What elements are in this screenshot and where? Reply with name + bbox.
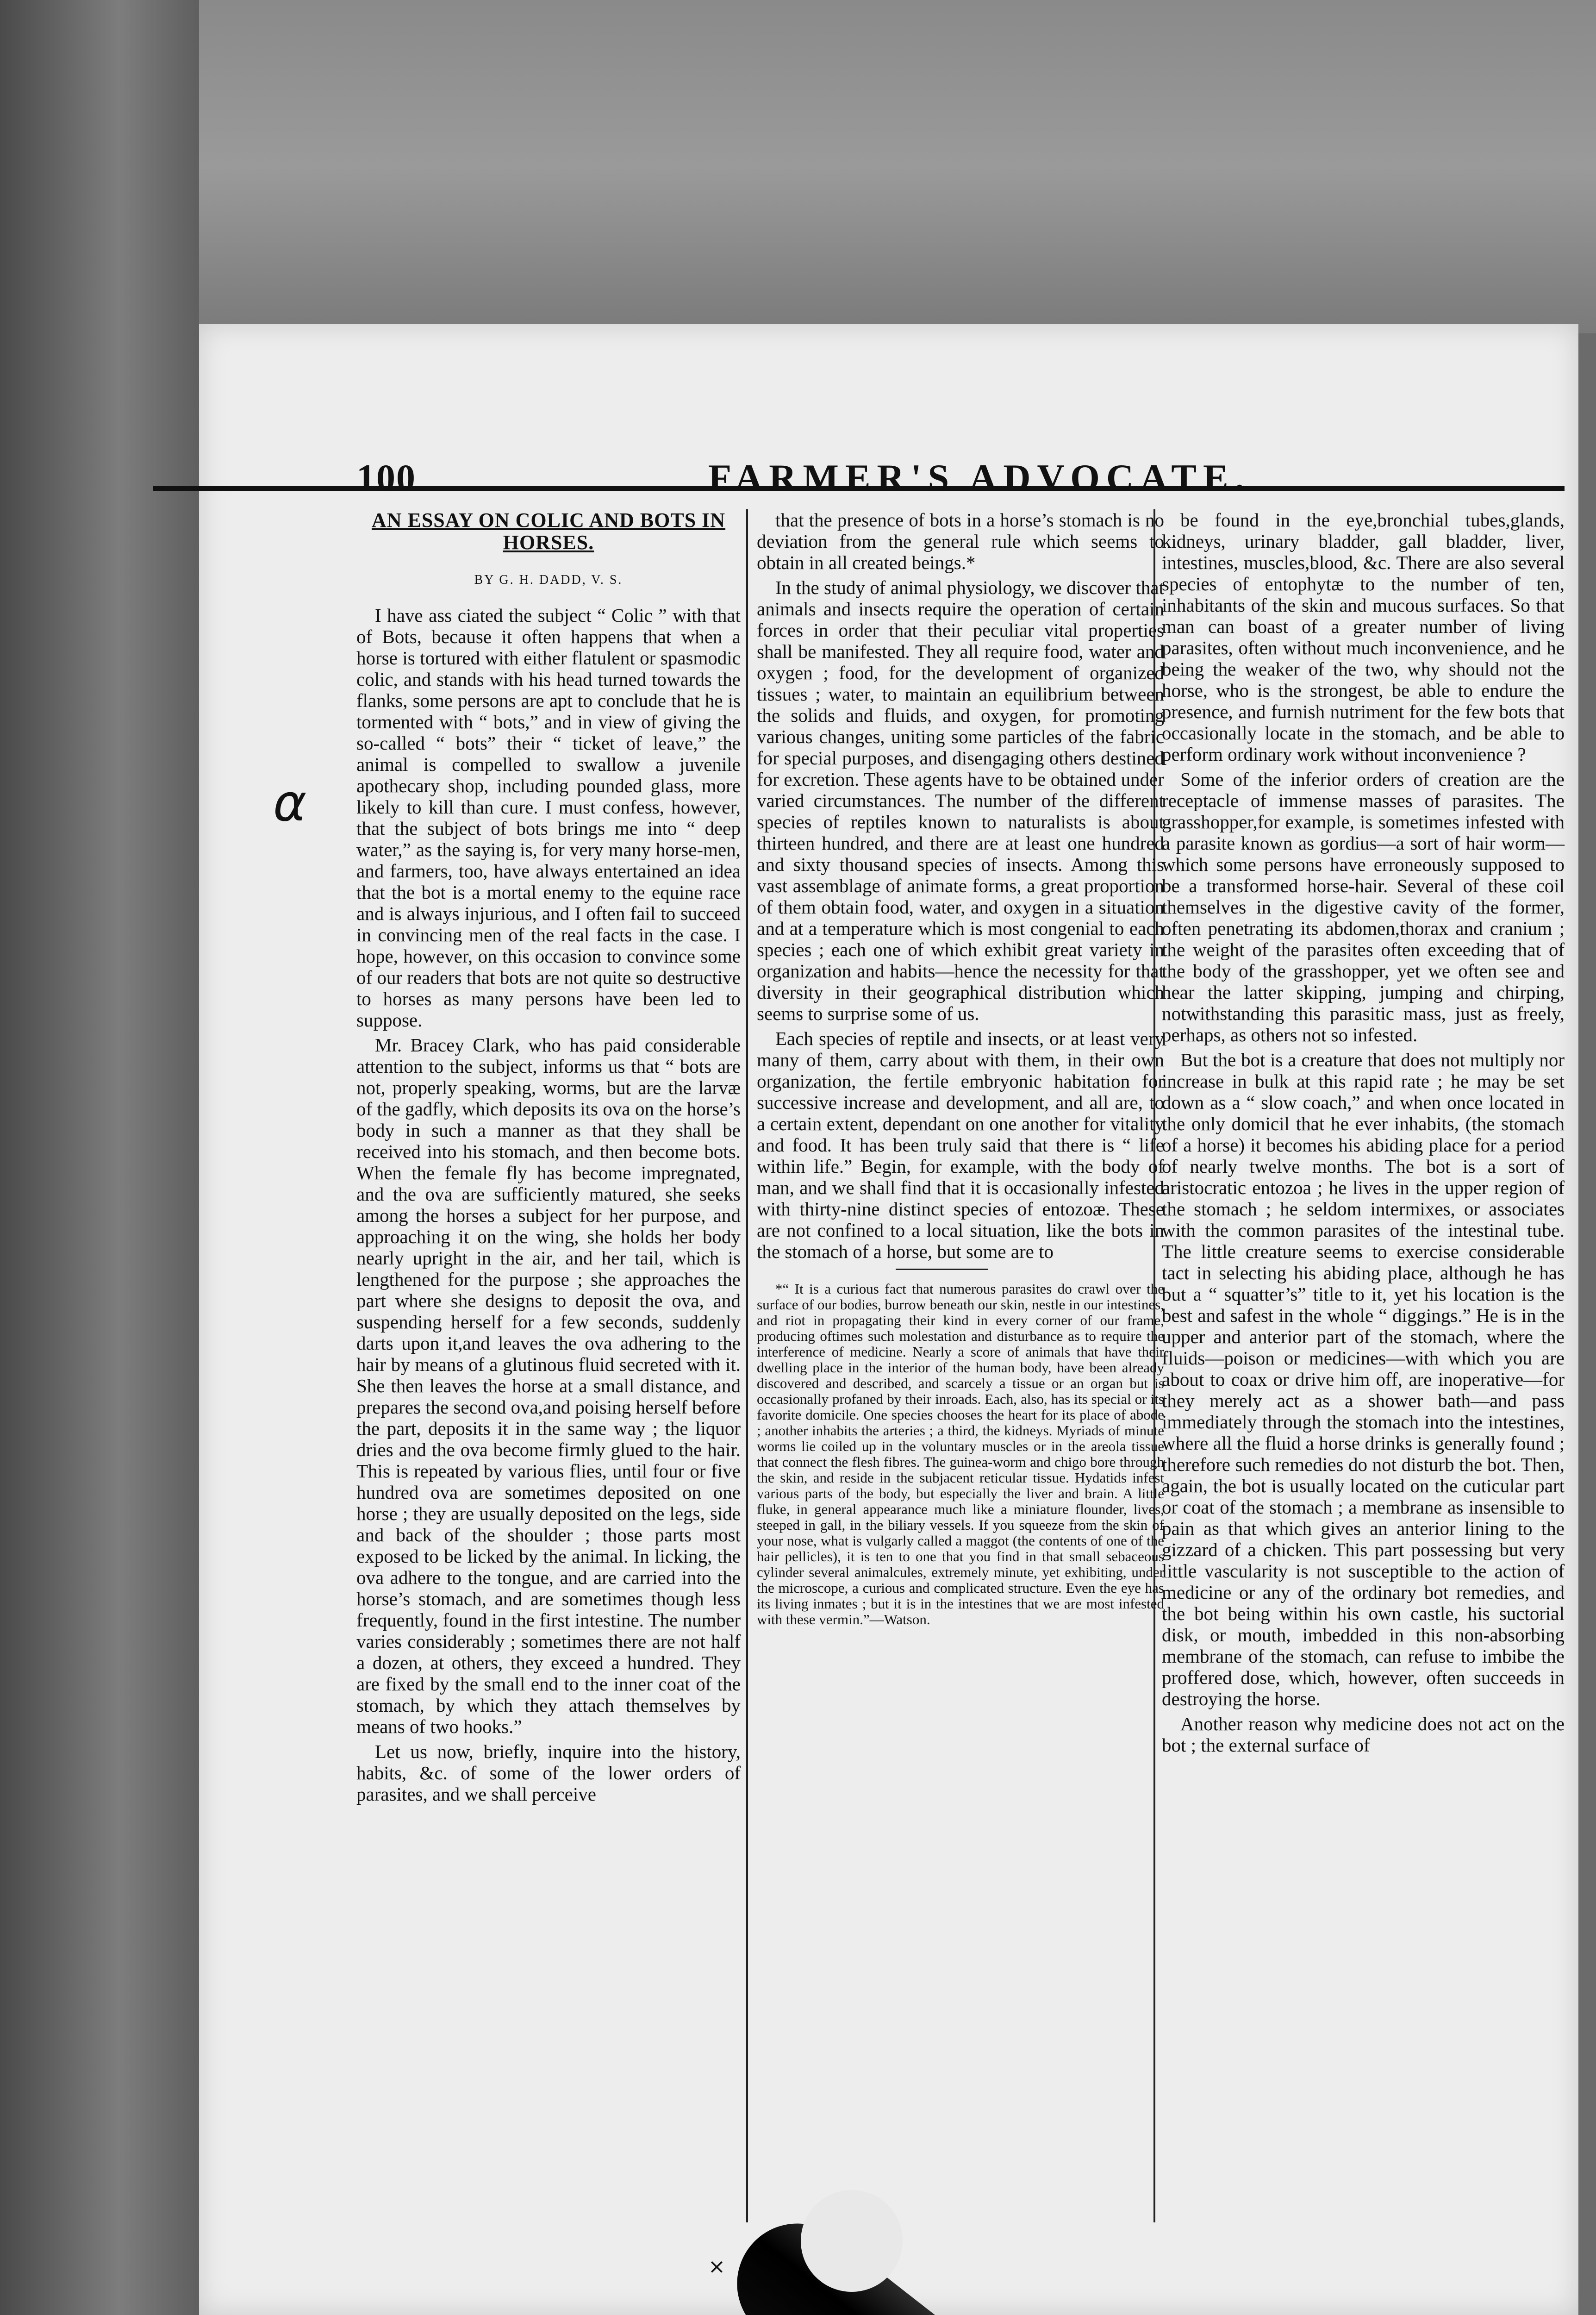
article-title: AN ESSAY ON COLIC AND BOTS IN HORSES. (371, 509, 726, 554)
footnote-rule (896, 1269, 988, 1270)
paragraph: In the study of animal physiology, we discover that animals and insects require the operation of certain forces in order that their peculiar vital properties shall be manifested. They all require food, water and oxygen ; food, for the development of organized tissues ; water, to maintain an equilibrium between the solids and fluids, and oxygen, for promoting various changes, uniting some particles of the fabric for special purposes, and disengaging others destined for excretion. These agents have to be obtained under varied circumstances. The number of the different species of reptiles known to naturalists is about thirteen hundred, and there are at least one hundred and sixty thousand species of insects. Among this vast assemblage of animate forms, a great proportion of them obtain food, water, and oxygen in a situation and at a temperature which is most congenial to each species ; each one of which exhibit great variety in organization and habits—hence the necessity for that diversity in their geographical distribution which seems to surprise some of us. (757, 577, 1164, 1024)
handwritten-mark: α (273, 773, 307, 832)
paragraph: I have ass ciated the subject “ Colic ” with that of Bots, because it often happens that when a horse is tortured with either flatulent or spasmodic colic, and stands with his head turned towards the flanks, some persons are apt to conclude that he is tormented with “ bots,” and in view of giving the so-called “ bots” their “ ticket of leave,” the animal is compelled to swallow a juvenile apothecary shop, including pounded glass, more likely to kill than cure. I must confess, however, that the subject of bots brings me into “ deep water,” as the saying is, for very many horse-men, and farmers, too, have always entertained an idea that the bot is a mortal enemy to the equine race and is always injurious, and I often fail to succeed in convincing men of the real facts in the case. I hope, however, on this occasion to convince some of our readers that bots are not quite so destructive to horses as many persons have been led to suppose. (356, 605, 741, 1031)
column-2 (757, 509, 1164, 1627)
column-3 (1162, 509, 1565, 1759)
paragraph: that the presence of bots in a horse’s stomach is no deviation from the general rule which seems to obtain in all created beings.* (757, 509, 1164, 573)
column-1 (356, 509, 741, 1808)
column-rule (746, 509, 748, 2222)
footnote-text: *“ It is a curious fact that numerous parasites do crawl over the surface of our bodies, burrow beneath our skin, nestle in our intestines, and riot in propagating their kind in every corner of our frame, producing oftimes such molestation and disturbance as to require the interference of medicine. Nearly a score of animals that have their dwelling place in the interior of the human body, have been already discovered and described, and scarcely a tissue or an organ but is occasionally profaned by their inroads. Each, also, has its special or its favorite domicile. One species chooses the heart for its place of abode ; another inhabits the arteries ; a third, the kidneys. Myriads of minute worms lie coiled up in the voluntary muscles or in the areola tissue that connect the flesh fibres. The guinea-worm and chigo bore through the skin, and reside in the subjacent reticular tissue. Hydatids infest various parts of the body, but especially the liver and brain. A little fluke, in general appearance much like a miniature flounder, lives, steeped in gall, in the biliary vessels. If you squeeze from the skin of your nose, what is vulgarly called a maggot (the contents of one of the hair pellicles), it is ten to one that you find in that small sebaceous cylinder several animalcules, extremely minute, yet exhibiting, under the microscope, a curious and complicated structure. Even the eye has its living inmates ; but it is in the intestines that we are most infested with these vermin.”—Watson. (757, 1281, 1164, 1627)
background-left (0, 0, 199, 2315)
paragraph: Some of the inferior orders of creation are the receptacle of immense masses of parasites. The grasshopper,for example, is sometimes infested with a parasite known as gordius—a sort of hair worm—which some persons have erroneously supposed to be a transformed horse-hair. Several of these coil themselves in the digestive cavity of the former, often penetrating its abdomen,thorax and cranium ; the weight of the parasites often exceeding that of the body of the grasshopper, yet we often see and hear the latter skipping, jumping and chirping, notwithstanding this parasitic mass, just as freely, perhaps, as others not so infested. (1162, 769, 1565, 1045)
paragraph: Another reason why medicine does not act on the bot ; the external surface of (1162, 1713, 1565, 1756)
page-number: 100 (356, 457, 416, 499)
masthead: FARMER'S ADVOCATE. (708, 457, 1251, 499)
handwritten-mark: × (708, 2255, 725, 2278)
article-byline: BY G. H. DADD, V. S. (474, 573, 623, 587)
pen-tip (801, 2190, 903, 2292)
background-top (0, 0, 1596, 333)
paragraph: Mr. Bracey Clark, who has paid considerable attention to the subject, informs us that “ bots are not, properly speaking, worms, but are the larvæ of the gadfly, which deposits its ova on the horse’s body in such a manner as that they shall be received into his stomach, and then become bots. When the female fly has become impregnated, and the ova are sufficiently matured, she seeks among the horses a subject for her purpose, and approaching it on the wing, she holds her body nearly upright in the air, and her tail, which is lengthened for the purpose ; she approaches the part where she designs to deposit the ova, and suspending herself for a few seconds, suddenly darts upon it,and leaves the ova adhering to the hair by means of a glutinous fluid secreted with it. She then leaves the horse at a small distance, and prepares the second ova,and poising herself before the part, deposits it in the same way ; the liquor dries and the ova become firmly glued to the hair. This is repeated by various flies, until four or five hundred ova are sometimes deposited on one horse ; they are usually deposited on the legs, side and back of the shoulder ; those parts most exposed to be licked by the animal. In licking, the ova adhere to the tongue, and are carried into the horse’s stomach, and are sometimes though less frequently, found in the first intestine. The number varies considerably ; sometimes there are not half a dozen, at others, they exceed a hundred. They are fixed by the small end to the inner coat of the stomach, by which they attach themselves by means of two hooks.” (356, 1034, 741, 1737)
paragraph: be found in the eye,bronchial tubes,glands, kidneys, urinary bladder, gall bladder, liver, intestines, muscles,blood, &c. There are also several species of entophytæ to the number of ten, inhabitants of the skin and mucous surfaces. So that man can boast of a greater number of living parasites, often without much inconvenience, and he being the weaker of the two, why should not the horse, who is the strongest, be able to endure the presence, and furnish nutriment for the few bots that occasionally locate in the stomach, and be able to perform ordinary work without inconvenience ? (1162, 509, 1565, 765)
paragraph: But the bot is a creature that does not multiply nor increase in bulk at this rapid rate ; he may be set down as a “ slow coach,” and when once located in the only domicil that he ever inhabits, (the stomach of a horse) it becomes his abiding place for a period of nearly twelve months. The bot is a sort of aristocratic entozoa ; he lives in the upper region of the stomach ; he seldom intermixes, or associates with the common parasites of the intestinal tube. The little creature seems to exercise considerable tact in selecting his abiding place, although he has but a “ squatter’s” title to it, yet his location is the best and safest in the whole “ diggings.” He is in the upper and anterior part of the stomach, where the fluids—poison or medicines—with which you are about to coax or drive him off, are inoperative—for they merely act as a shower bath—and pass immediately through the stomach into the intestines, where all the fluid a horse drinks is generally found ; therefore such remedies do not disturb the bot. Then, again, the bot is usually located on the cuticular part or coat of the stomach ; a membrane as insensible to pain as that which gives an anterior lining to the gizzard of a chicken. This part possessing but very little vascularity is not susceptible to the action of medicine or any of the ordinary bot remedies, and the bot being within his own castle, his suctorial disk, or mouth, imbedded in this non-absorbing membrane of the stomach, can refuse to imbibe the proffered dose, which, however, often succeeds in destroying the horse. (1162, 1049, 1565, 1709)
footnote (757, 1281, 1164, 1627)
paragraph: Each species of reptile and insects, or at least very many of them, carry about with them, in their own organization, the fertile embryonic habitation for successive increase and development, and all are, to a certain extent, dependant on one another for vitality and food. It has been truly said that there is “ life within life.” Begin, for example, with the body of man, and we shall find that it is occasionally infested with thirty-nine distinct species of entozoæ. These are not confined to a local situation, like the bots in the stomach of a horse, but some are to (757, 1028, 1164, 1262)
paragraph: Let us now, briefly, inquire into the history, habits, &c. of some of the lower orders of parasites, and we shall perceive (356, 1741, 741, 1805)
